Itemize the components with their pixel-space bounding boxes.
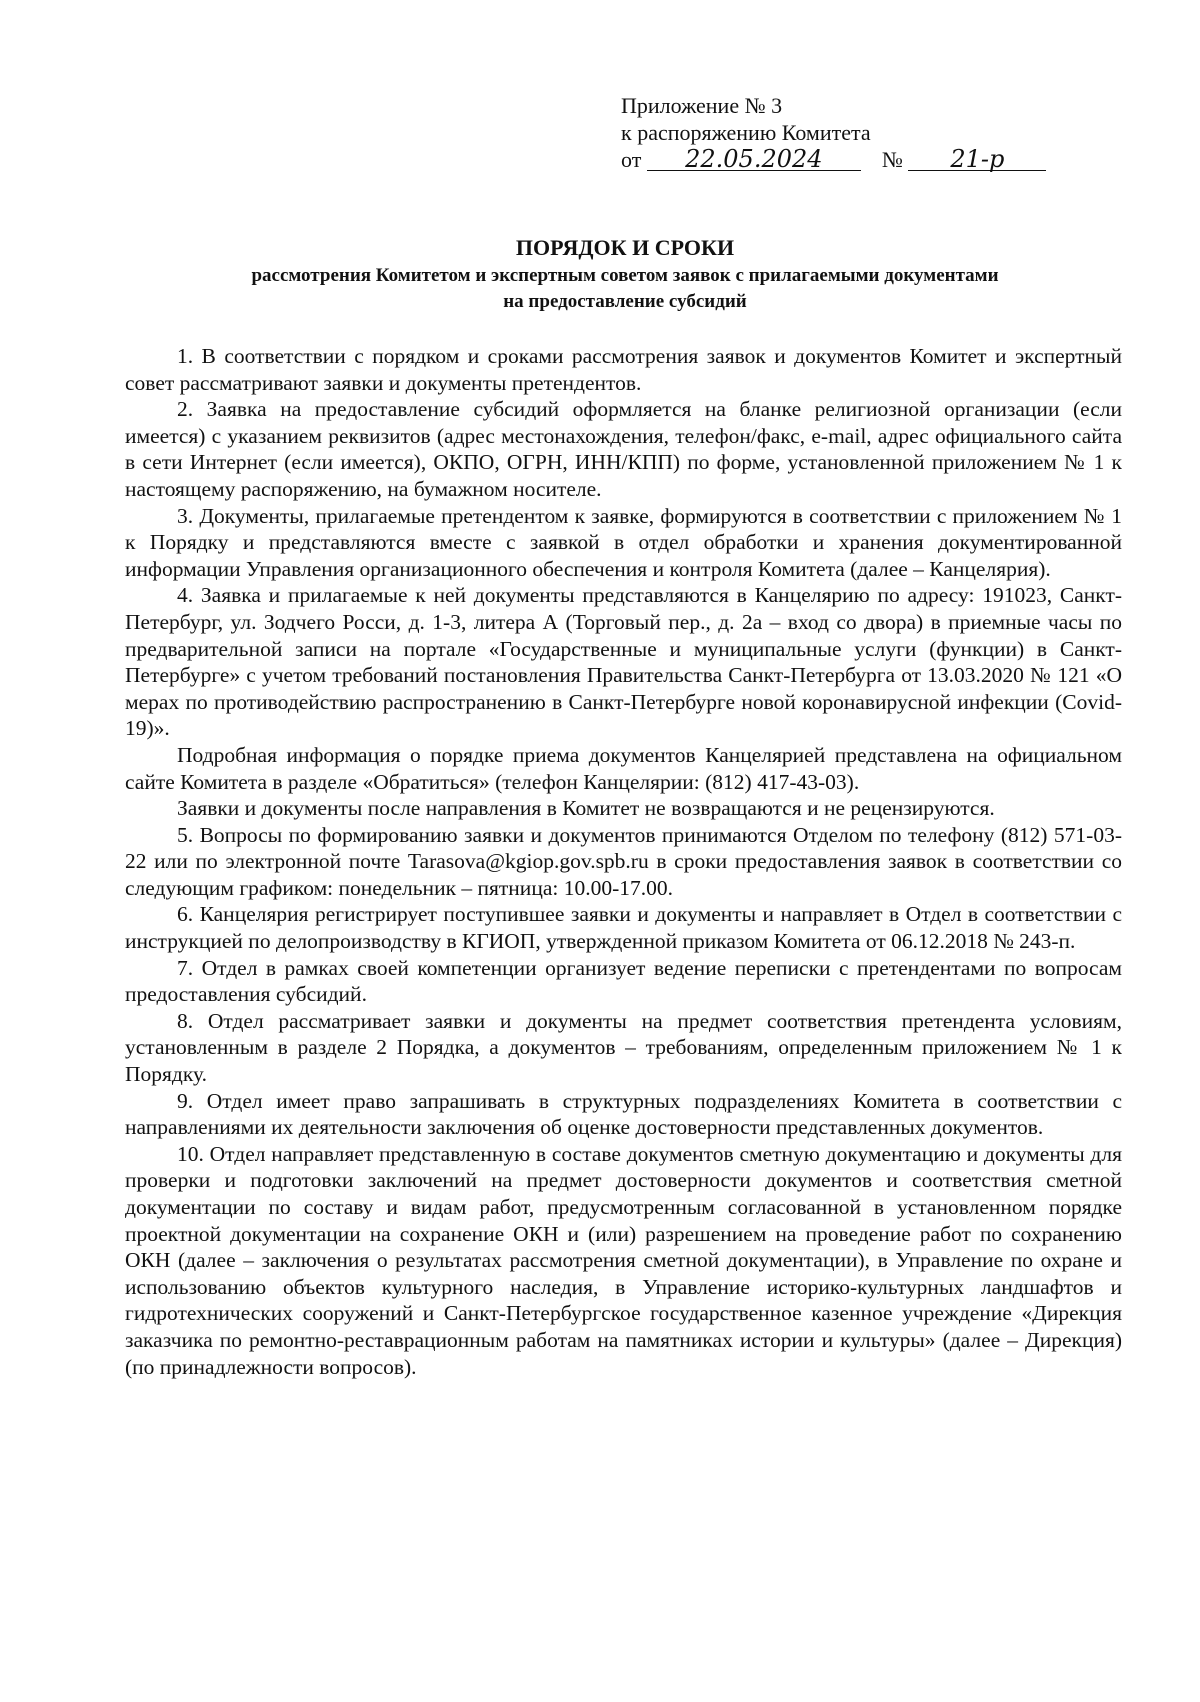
document-body	[125, 343, 1122, 1380]
paragraph-8: 8. Отдел рассматривает заявки и документы на предмет соответствия претендента условиям, установленным в разделе 2 Порядка, а документов – требованиям, определенным приложением № 1 к Порядку.	[125, 1008, 1122, 1087]
handwritten-date: 22.05.2024	[647, 148, 861, 171]
title-block	[125, 233, 1125, 315]
from-label: от	[621, 147, 642, 172]
paragraph-9: 9. Отдел имеет право запрашивать в структурных подразделениях Комитета в соответствии с направлениями их деятельности заключения об оценке достоверности представленных документов.	[125, 1088, 1122, 1140]
paragraph-1: 1. В соответствии с порядком и сроками рассмотрения заявок и документов Комитет и экспертный совет рассматривают заявки и документы претендентов.	[125, 344, 1122, 395]
appendix-date-line	[621, 146, 1046, 173]
paragraph-6: 6. Канцелярия регистрирует поступившее заявки и документы и направляет в Отдел в соответствии с инструкцией по делопроизводству в КГИОП, утвержденной приказом Комитета от 06.12.2018 № 243-п.	[125, 902, 1122, 954]
document-subtitle-line-1: рассмотрения Комитетом и экспертным советом заявок с прилагаемыми документами	[251, 265, 999, 286]
document-subtitle-line-2: на предоставление субсидий	[503, 291, 747, 312]
paragraph-10: 10. Отдел направляет представленную в составе документов сметную документацию и документы для проверки и подготовки заключений на предмет достоверности документов и соответствия сметной документации по составу и видам работ, предусмотренным согласованной в установленном порядке проектной документации на сохранение ОКН и (или) разрешением на проведение работ по сохранению ОКН (далее – заключения о результатах рассмотрения сметной документации), в Управление по охране и использованию объектов культурного наследия, в Управление историко-культурных ландшафтов и гидротехнических сооружений и Санкт-Петербургское государственное казенное учреждение «Дирекция заказчика по ремонтно-реставрационным работам на памятниках истории и культуры» (далее – Дирекция) (по принадлежности вопросов).	[125, 1141, 1122, 1379]
number-label: №	[881, 147, 903, 172]
document-title: ПОРЯДОК И СРОКИ	[515, 235, 735, 260]
paragraph-5: 5. Вопросы по формированию заявки и документов принимаются Отделом по телефону (812) 571-03-22 или по электронной почте Tarasova@kgiop.gov.spb.ru в сроки предоставления заявок в соответствии со следующим графиком: понедельник – пятница: 10.00-17.00.	[125, 822, 1122, 900]
paragraph-4: 4. Заявка и прилагаемые к ней документы представляются в Канцелярию по адресу: 191023, Санкт-Петербург, ул. Зодчего Росси, д. 1-3, литера А (Торговый пер., д. 2а – вход со двора) в приемные часы по предварительной записи на портале «Государственные и муниципальные услуги (функции) в Санкт-Петербурге» с учетом требований постановления Правительства Санкт-Петербурга от 13.03.2020 № 121 «О мерах по противодействию распространению в Санкт-Петербурге новой коронавирусной инфекции (Covid-19)».	[125, 583, 1122, 741]
paragraph-2: 2. Заявка на предоставление субсидий оформляется на бланке религиозной организации (если имеется) с указанием реквизитов (адрес местонахождения, телефон/факс, e-mail, адрес официального сайта в сети Интернет (если имеется), ОКПО, ОГРН, ИНН/КПП) по форме, установленной приложением № 1 к настоящему распоряжению, на бумажном носителе.	[125, 397, 1122, 501]
paragraph-4-info: Подробная информация о порядке приема документов Канцелярией представлена на официальном сайте Комитета в разделе «Обратиться» (телефон Канцелярии: (812) 417-43-03).	[125, 742, 1122, 794]
appendix-reference: к распоряжению Комитета	[621, 120, 871, 145]
appendix-number: Приложение № 3	[621, 93, 783, 118]
paragraph-7: 7. Отдел в рамках своей компетенции организует ведение переписки с претендентами по вопросам предоставления субсидий.	[125, 955, 1122, 1007]
handwritten-number: 21-р	[908, 148, 1046, 171]
paragraph-4-note: Заявки и документы после направления в Комитет не возвращаются и не рецензируются.	[177, 796, 995, 821]
paragraph-3: 3. Документы, прилагаемые претендентом к заявке, формируются в соответствии с приложением № 1 к Порядку и представляются вместе с заявкой в отдел обработки и хранения документированной информации Управления организационного обеспечения и контроля Комитета (далее – Канцелярия).	[125, 503, 1122, 581]
appendix-header	[621, 92, 1046, 173]
